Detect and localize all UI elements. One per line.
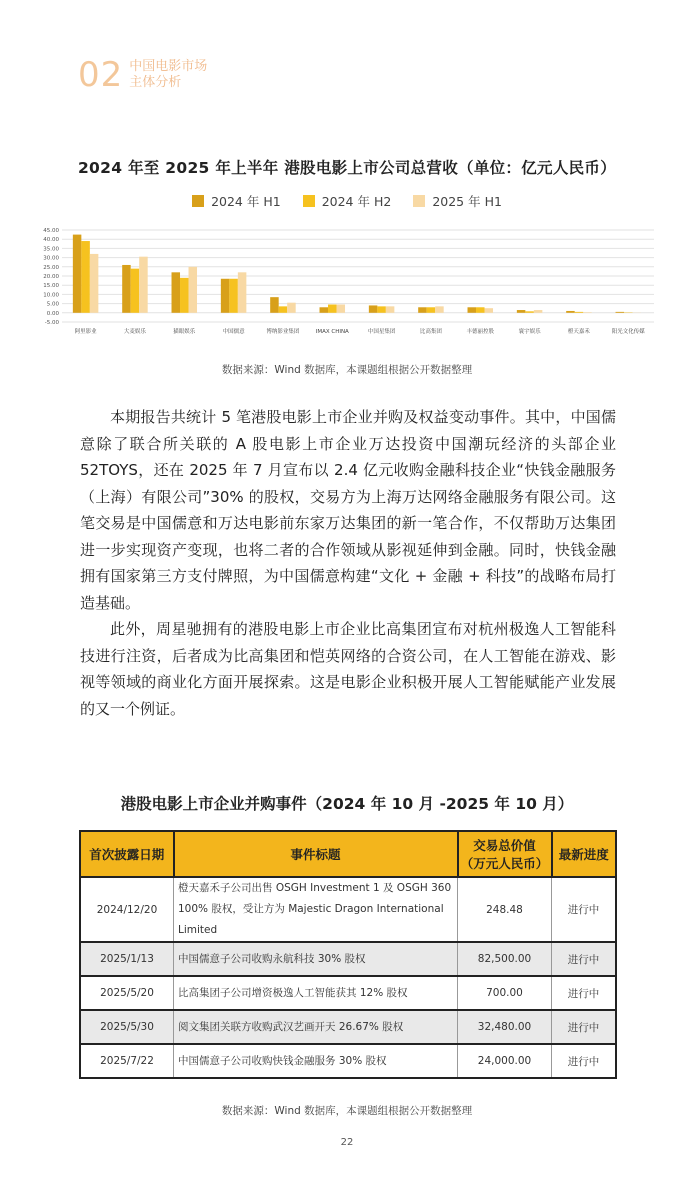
bar-2025-h1 (139, 257, 148, 313)
bar-2025-h1 (386, 306, 395, 312)
x-tick-label: 比高集团 (419, 329, 442, 335)
table-row (80, 942, 616, 976)
revenue-bar-chart (34, 222, 660, 338)
cell-title: 比高集团子公司增资极逸人工智能获其 12% 股权 (174, 976, 458, 1010)
table-row (80, 976, 616, 1010)
section-title-line2: 主体分析 (129, 75, 182, 90)
bar-2024-h1 (369, 305, 378, 312)
cell-status: 进行中 (552, 942, 617, 976)
y-tick-label: -5.00 (44, 320, 59, 326)
legend-swatch-2024-h2 (303, 195, 315, 207)
bar-2024-h1 (517, 310, 526, 313)
chart-legend (0, 192, 694, 210)
deals-table (79, 830, 617, 1079)
bar-2024-h1 (468, 307, 477, 313)
x-tick-label: IMAX CHINA (315, 329, 349, 335)
legend-swatch-2025-h1 (413, 195, 425, 207)
x-tick-label: 丰德丽控股 (466, 329, 495, 335)
cell-date: 2025/1/13 (80, 942, 174, 976)
bar-2024-h1 (566, 311, 575, 313)
section-header (78, 55, 208, 95)
body-text (80, 404, 616, 722)
x-tick-label: 中国星集团 (367, 329, 396, 335)
header-date: 首次披露日期 (80, 831, 174, 877)
legend-label-2025-h1: 2025 年 H1 (432, 194, 502, 209)
header-status: 最新进度 (552, 831, 617, 877)
header-value-line1: 交易总价值 (473, 838, 536, 853)
cell-title: 中国儒意子公司收购永航科技 30% 股权 (174, 942, 458, 976)
bar-2024-h1 (73, 235, 82, 313)
x-tick-label: 阿里影业 (74, 329, 97, 335)
bar-2024-h2 (131, 269, 140, 313)
table-row (80, 1010, 616, 1044)
bar-2024-h2 (279, 306, 288, 312)
cell-status: 进行中 (552, 976, 617, 1010)
table-title: 港股电影上市企业并购事件（2024 年 10 月 -2025 年 10 月） (120, 795, 574, 813)
bar-2024-h1 (616, 312, 625, 313)
bar-2024-h2 (180, 278, 189, 313)
table-row (80, 877, 616, 942)
cell-value: 82,500.00 (458, 942, 552, 976)
legend-label-2024-h2: 2024 年 H2 (321, 194, 392, 209)
cell-title: 橙天嘉禾子公司出售 OSGH Investment 1 及 OSGH 360 100% 股权，受让方为 Majestic Dragon International Limited (174, 877, 458, 942)
section-title-line1: 中国电影市场 (129, 59, 208, 74)
bar-2024-h2 (81, 241, 90, 313)
x-tick-label: 阳光文化传媒 (611, 329, 645, 335)
x-tick-label: 博纳影业集团 (266, 329, 300, 335)
cell-value: 700.00 (458, 976, 552, 1010)
cell-status: 进行中 (552, 1010, 617, 1044)
y-tick-label: 45.00 (43, 228, 59, 234)
legend-swatch-2024-h1 (192, 195, 204, 207)
bar-2025-h1 (337, 305, 346, 313)
chart-source-note: 数据来源：Wind 数据库，本课题组根据公开数据整理 (221, 364, 473, 376)
legend-item-2025-h1 (413, 192, 502, 210)
x-tick-label: 橙天嘉禾 (567, 329, 590, 335)
y-tick-label: 30.00 (43, 255, 59, 262)
y-tick-label: 20.00 (43, 274, 59, 280)
bar-2025-h1 (583, 312, 592, 313)
cell-date: 2025/5/20 (80, 976, 174, 1010)
bar-2024-h1 (221, 279, 230, 313)
cell-value: 248.48 (458, 877, 552, 942)
bar-2025-h1 (534, 310, 543, 313)
cell-title: 中国儒意子公司收购快钱金融服务 30% 股权 (174, 1044, 458, 1078)
table-row (80, 1044, 616, 1078)
bar-2025-h1 (189, 267, 198, 313)
table-header-row (80, 831, 616, 877)
cell-status: 进行中 (552, 877, 617, 942)
x-tick-label: 寰宇娱乐 (518, 329, 541, 335)
header-title: 事件标题 (174, 831, 458, 877)
bar-2024-h2 (328, 305, 337, 313)
y-tick-label: 40.00 (43, 237, 59, 244)
header-value-line2: （万元人民币） (460, 856, 549, 871)
y-tick-label: 15.00 (43, 283, 59, 290)
page-number: 22 (340, 1137, 354, 1148)
bar-2025-h1 (238, 272, 247, 312)
x-tick-label: 猫眼娱乐 (173, 329, 196, 335)
y-tick-label: 25.00 (43, 264, 59, 271)
cell-date: 2025/7/22 (80, 1044, 174, 1078)
cell-value: 24,000.00 (458, 1044, 552, 1078)
cell-title: 阅文集团关联方收购武汉艺画开天 26.67% 股权 (174, 1010, 458, 1044)
paragraph-2: 此外，周星驰拥有的港股电影上市企业比高集团宣布对杭州极逸人工智能科技进行注资，后者成为比高集团和恺英网络的合资公司，在人工智能在游戏、影视等领域的商业化方面开展探索。这是电影企业积极开展人工智能赋能产业发展的又一个例证。 (80, 620, 616, 718)
chart-title: 2024 年至 2025 年上半年 港股电影上市公司总营收（单位：亿元人民币） (77, 159, 617, 177)
x-tick-label: 大麦娱乐 (123, 329, 146, 335)
paragraph-1: 本期报告共统计 5 笔港股电影上市企业并购及权益变动事件。其中，中国儒意除了联合所关联的 A 股电影上市企业万达投资中国潮玩经济的头部企业 52TOYS，还在 2025 年 7 月宣布以 2.4 亿元收购金融科技企业“快钱金融服务（上海）有限公司”30% 的股权，交易方为上海万达网络金融服务有限公司。这笔交易是中国儒意和万达电影前东家万达集团的新一笔合作，不仅帮助万达集团进一步实现资产变现，也将二者的合作领域从影视延伸到金融。同时，快钱金融拥有国家第三方支付牌照，为中国儒意构建“文化 + 金融 + 科技”的战略布局打造基础。 (80, 408, 616, 612)
bar-2024-h2 (377, 306, 386, 312)
bar-2025-h1 (435, 306, 444, 312)
bar-2025-h1 (485, 308, 494, 313)
section-title (129, 59, 207, 91)
x-tick-label: 中国儒意 (222, 329, 245, 335)
legend-item-2024-h2 (303, 192, 392, 210)
y-tick-label: 10.00 (43, 292, 59, 299)
bar-2024-h2 (525, 311, 534, 312)
section-number: 02 (78, 55, 124, 95)
cell-value: 32,480.00 (458, 1010, 552, 1044)
bar-2024-h2 (427, 307, 436, 313)
bar-2025-h1 (287, 303, 296, 313)
bar-2024-h2 (229, 279, 238, 313)
header-value (458, 831, 552, 877)
cell-date: 2024/12/20 (80, 877, 174, 942)
bar-2024-h1 (172, 272, 181, 312)
bar-2024-h1 (418, 307, 427, 313)
bar-2024-h2 (476, 307, 485, 313)
bar-2024-h1 (270, 297, 279, 313)
legend-label-2024-h1: 2024 年 H1 (211, 194, 281, 209)
y-tick-label: 35.00 (43, 246, 59, 253)
bar-2024-h2 (575, 312, 584, 313)
bar-2024-h1 (320, 307, 329, 313)
y-tick-label: 5.00 (46, 301, 59, 308)
legend-item-2024-h1 (192, 192, 281, 210)
bar-2025-h1 (90, 254, 99, 313)
cell-date: 2025/5/30 (80, 1010, 174, 1044)
table-source-note: 数据来源：Wind 数据库，本课题组根据公开数据整理 (221, 1105, 473, 1117)
y-tick-label: 0.00 (46, 310, 59, 317)
bar-2024-h1 (122, 265, 131, 313)
cell-status: 进行中 (552, 1044, 617, 1078)
